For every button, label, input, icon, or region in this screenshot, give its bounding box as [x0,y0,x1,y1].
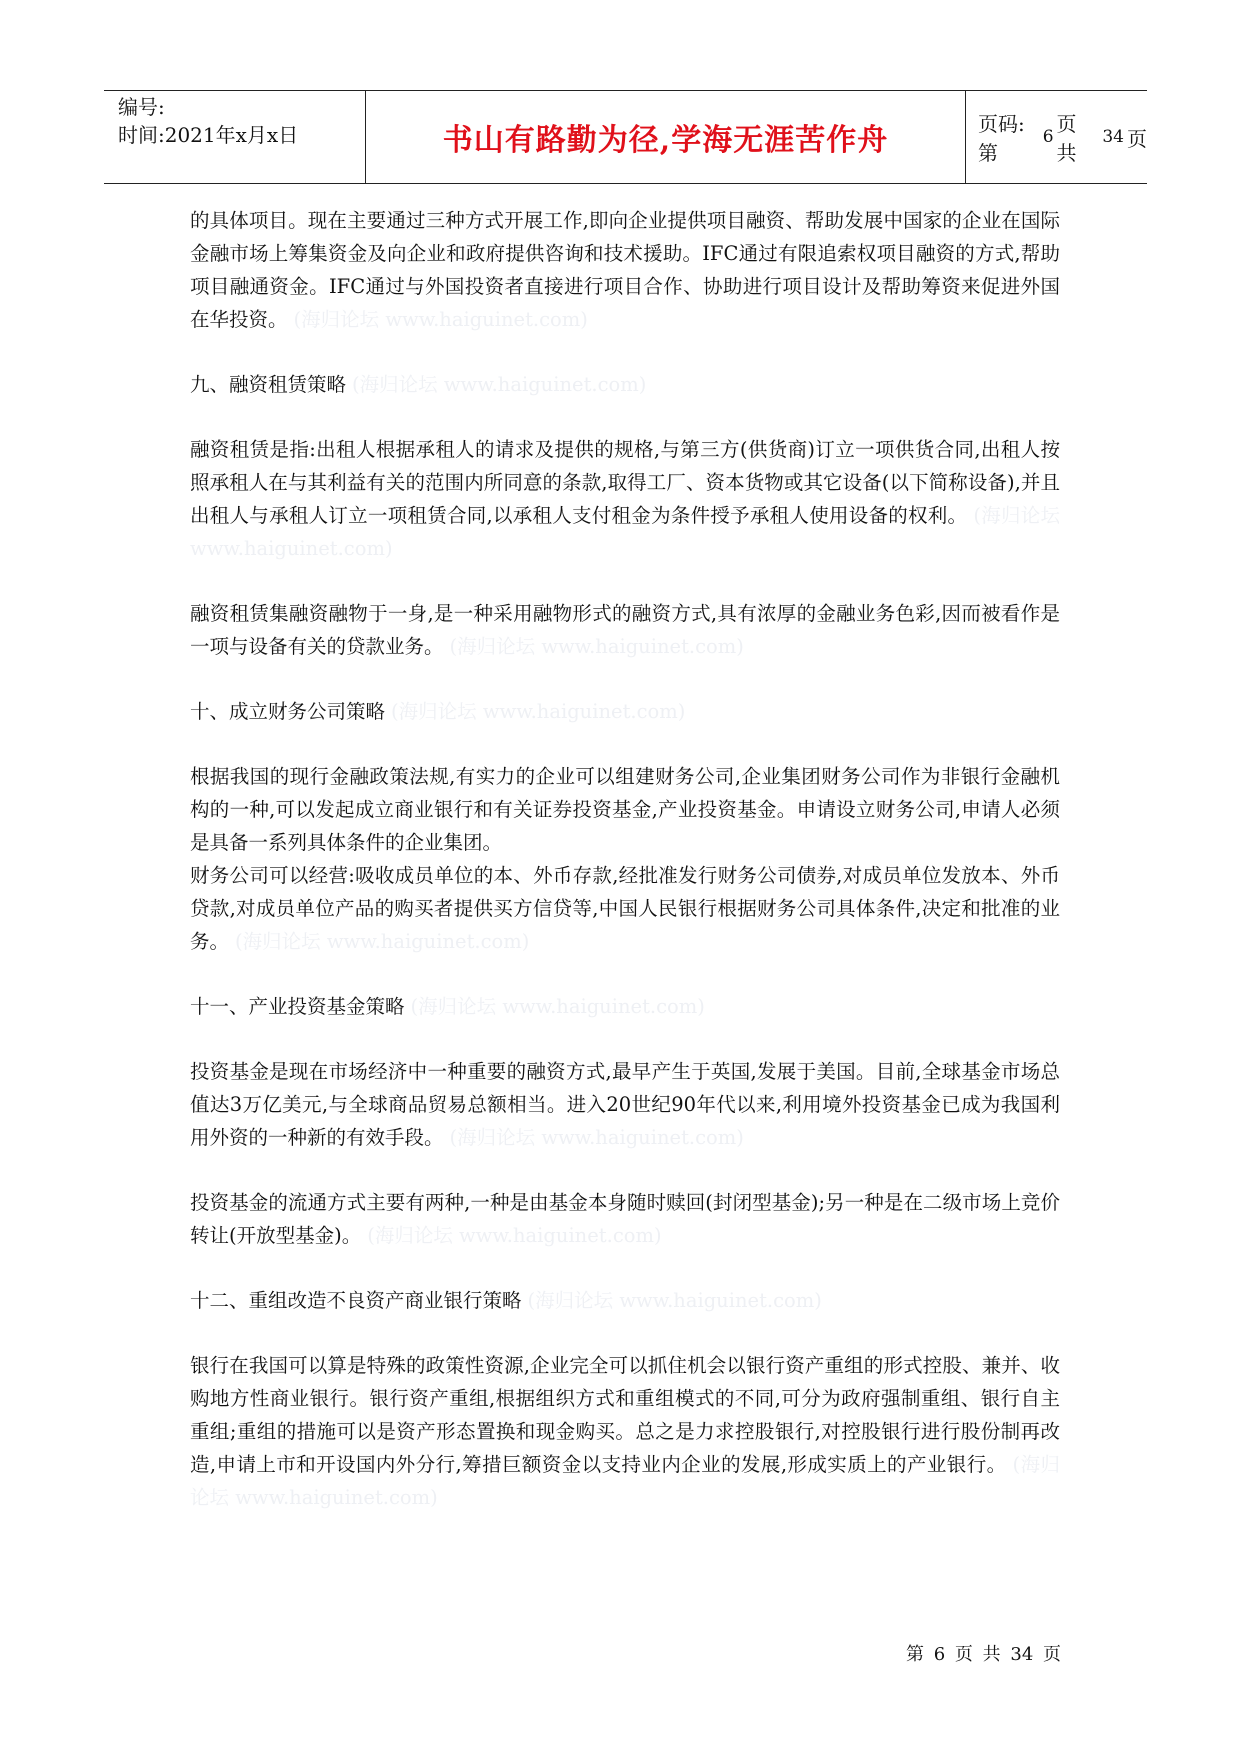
watermark-text: (海归论坛 www.haiguinet.com) [527,1289,822,1312]
paragraph: 融资租赁集融资融物于一身,是一种采用融物形式的融资方式,具有浓厚的金融业务色彩,因而被看作是一项与设备有关的贷款业务。 (海归论坛 www.haiguinet.com) [190,602,1060,658]
section-heading: 十一、产业投资基金策略 (海归论坛 www.haiguinet.com) [190,995,705,1018]
header-meta [104,91,366,183]
page-suffix: 页 [1127,126,1147,151]
document-body [190,204,1060,1514]
paragraph: 银行在我国可以算是特殊的政策性资源,企业完全可以抓住机会以银行资产重组的形式控股、兼并、收购地方性商业银行。银行资产重组,根据组织方式和重组模式的不同,可分为政府强制重组、银行自主重组;重组的措施可以是资产形态置换和现金购买。总之是力求控股银行,对控股银行进行股份制再改造,申请上市和开设国内外分行,筹措巨额资金以支持业内企业的发展,形成实质上的产业银行。 (海归论坛 www.haiguinet.com) [190,1354,1060,1509]
watermark-text: (海归论坛 www.haiguinet.com) [235,930,530,953]
page-prefix: 页码:第 [978,112,1025,165]
header-motto: 书山有路勤为径,学海无涯苦作舟 [366,91,966,183]
page-footer: 第 6 页 共 34 页 [906,1644,1061,1665]
serial-number-label: 编号: [118,95,165,119]
page-number: 6 [1042,127,1054,147]
header-page-info [966,91,1147,183]
paragraph: 的具体项目。现在主要通过三种方式开展工作,即向企业提供项目融资、帮助发展中国家的企业在国际金融市场上筹集资金及向企业和政府提供咨询和技术援助。IFC通过有限追索权项目融资的方式,帮助项目融通资金。IFC通过与外国投资者直接进行项目合作、协助进行项目设计及帮助筹资来促进外国在华投资。 (海归论坛 www.haiguinet.com) [190,209,1060,331]
watermark-text: (海归论坛 www.haiguinet.com) [410,995,705,1018]
watermark-text: (海归论坛 www.haiguinet.com) [190,504,1060,560]
watermark-text: (海归论坛 www.haiguinet.com) [352,373,647,396]
watermark-text: (海归论坛 www.haiguinet.com) [293,308,588,331]
watermark-text: (海归论坛 www.haiguinet.com) [449,635,744,658]
watermark-text: (海归论坛 www.haiguinet.com) [190,1453,1060,1509]
paragraph: 根据我国的现行金融政策法规,有实力的企业可以组建财务公司,企业集团财务公司作为非银行金融机构的一种,可以发起成立商业银行和有关证券投资基金,产业投资基金。申请设立财务公司,申请人必须是具备一系列具体条件的企业集团。 [190,765,1060,854]
watermark-text: (海归论坛 www.haiguinet.com) [449,1126,744,1149]
paragraph: 投资基金是现在市场经济中一种重要的融资方式,最早产生于英国,发展于美国。目前,全球基金市场总值达3万亿美元,与全球商品贸易总额相当。进入20世纪90年代以来,利用境外投资基金已成为我国利用外资的一种新的有效手段。 (海归论坛 www.haiguinet.com) [190,1060,1060,1149]
paragraph: 投资基金的流通方式主要有两种,一种是由基金本身随时赎回(封闭型基金);另一种是在二级市场上竞价转让(开放型基金)。 (海归论坛 www.haiguinet.com) [190,1191,1060,1247]
section-heading: 九、融资租赁策略 (海归论坛 www.haiguinet.com) [190,373,647,396]
watermark-text: (海归论坛 www.haiguinet.com) [391,700,686,723]
watermark-text: (海归论坛 www.haiguinet.com) [367,1224,662,1247]
page-mid: 页 共 [1056,112,1077,165]
section-heading: 十二、重组改造不良资产商业银行策略 (海归论坛 www.haiguinet.com) [190,1289,822,1312]
page-header [104,90,1147,184]
time-label: 时间:2021年x月x日 [118,123,299,147]
paragraph: 融资租赁是指:出租人根据承租人的请求及提供的规格,与第三方(供货商)订立一项供货合同,出租人按照承租人在与其利益有关的范围内所同意的条款,取得工厂、资本货物或其它设备(以下简称设备),并且出租人与承租人订立一项租赁合同,以承租人支付租金为条件授予承租人使用设备的权利。 (海归论坛 www.haiguinet.com) [190,438,1060,560]
section-heading: 十、成立财务公司策略 (海归论坛 www.haiguinet.com) [190,700,686,723]
paragraph: 财务公司可以经营:吸收成员单位的本、外币存款,经批准发行财务公司债券,对成员单位发放本、外币贷款,对成员单位产品的购买者提供买方信贷等,中国人民银行根据财务公司具体条件,决定和批准的业务。 (海归论坛 www.haiguinet.com) [190,864,1060,953]
page-total: 34 [1102,127,1124,147]
